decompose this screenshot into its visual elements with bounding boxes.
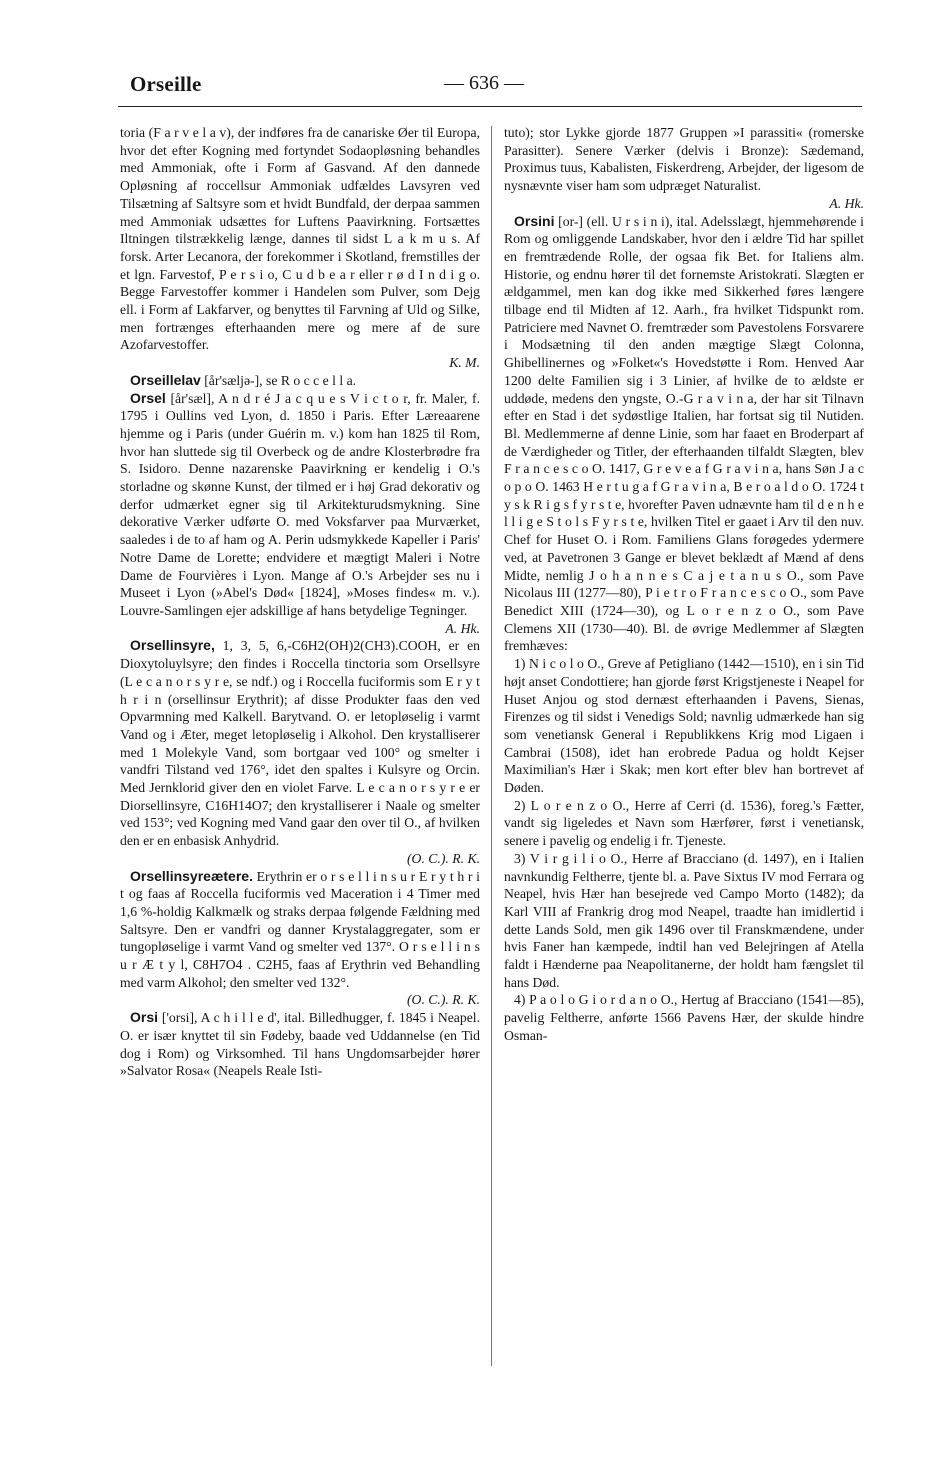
continued-text: toria (F a r v e l a v), der indføres fra de canariske Øer til Europa, hvor det efter Kogning med fortyndet Sodaopløsning behandles med Ammoniak, ofte i Form af Gasvand. Af den dannede Opløsning af roccellsur Ammoniak udfældes Lavsyren ved Tilsætning af Saltsyre som et hvidt Bundfald, der derpaa sammen med Ammoniak udsættes for Luftens Paavirkning. Fortsættes Iltningen tilstrækkelig længe, dannes til sidst L a k m u s. Af forsk. Arter Lecanora, der forekommer i Skotland, fremstilles der et lgn. Farvestof, P e r s i o, C u d b e a r eller r ø d I n d i g o. Begge Farvestoffer kommer i Handelen som Pulver, som Dejg ell. i Form af Lakfarver, og benyttes til Farvning af Uld og Silke, men fortrænges efterhaanden mere og mere af de sure Azofarvestoffer. (120, 125, 480, 353)
entry-text: ['orsi], A c h i l l e d', ital. Billedhugger, f. 1845 i Neapel. O. er især knyttet til sin Fødeby, baade ved Uddannelse (en Tid dog i Rom) og Virksomhed. Til hans Ungdomsarbejder hører »Salvator Rosa« (Neapels Reale Isti- (120, 1010, 480, 1079)
entry-headword: Orsellinsyre, (130, 637, 215, 654)
dictionary-entry (120, 372, 480, 390)
author-signature: K. M. (449, 355, 480, 371)
dictionary-entry (120, 1009, 480, 1080)
entry-headword: Orseillelav (130, 371, 201, 388)
list-item: 4) P a o l o G i o r d a n o O., Hertug af Bracciano (1541—85), pavelig Feltherre, anførte 1566 Pavens Hær, der skulde hindre Osman- (504, 992, 864, 1043)
list-item: 3) V i r g i l i o O., Herre af Bracciano (d. 1497), en i Italien navnkundig Feltherre, tjente bl. a. Pave Sixtus IV mod Ferrara og Neapel, hvis Hær han besejrede ved Campo Morto (1482); da Karl VIII af Frankrig drog mod Neapel, traadte han imidlertid i dette Lands Sold, men gik 1496 over til Franskmændene, under hvis Faner han kæmpede, indtil han ved Belejringen af Atella faldt i Hænderne paa Neapolitanerne, der holdt ham fængslet til hans Død. (504, 850, 864, 990)
dictionary-entry (120, 868, 480, 992)
dictionary-entry (504, 213, 864, 656)
header-rule (118, 106, 862, 107)
page-header (118, 72, 862, 102)
right-column (504, 124, 864, 1045)
page-number: — 636 — (444, 72, 524, 94)
dictionary-entry (120, 390, 480, 620)
entry-text: 1, 3, 5, 6,-C6H2(OH)2(CH3).COOH, er en Dioxytoluylsyre; den findes i Roccella tinctoria som Orsellsyre (L e c a n o r s y r e, se ndf.) og i Roccella fuciformis som E r y t h r i n (orsellinsur Erythrit); af disse Produkter faas den ved Opvarmning med Kalkell. Barytvand. O. er letopløselig i varmt Vand og i Æter, meget letopløselig i Alkohol. Den krystalliserer med 1 Molekyle Vand, som bortgaar ved 100° og smelter i vandfri Tilstand ved 176°, idet den spaltes i Kulsyre og Orcin. Med Jernklorid giver den en violet Farve. L e c a n o r s y r e er Diorsellinsyre, C16H14O7; den krystalliserer i Naale og smelter ved 153°; ved Kogning med Vand gaar den over til O., af hvilken den er en enbasisk Anhydrid. (120, 638, 480, 849)
author-signature: (O. C.). R. K. (407, 992, 480, 1008)
continued-text: tuto); stor Lykke gjorde 1877 Gruppen »I parassiti« (romerske Parasitter). Senere Værker (delvis i Bronze): Sædemand, Proximus tuus, Kabalisten, Fiskerdreng, Arbejder, der ligesom de nysnævnte viser ham som udpræget Naturalist. (504, 125, 864, 194)
entry-text: [år'sæljə-], se R o c c e l l a. (200, 372, 357, 388)
entry-headword: Orsini (514, 212, 555, 229)
dictionary-entry (120, 637, 480, 849)
entry-headword: Orsi (130, 1009, 159, 1026)
author-signature: (O. C.). R. K. (407, 850, 480, 866)
author-signature: A. Hk. (829, 195, 864, 211)
author-signature: A. Hk. (445, 620, 480, 636)
entry-text: [år'sæl], A n d r é J a c q u e s V i c t o r, fr. Maler, f. 1795 i Oullins ved Lyon, d. 1850 i Paris. Efter Læreaarene hjemme og i Paris (under Guérin m. v.) kom han 1825 til Rom, hvor han sluttede sig til Overbeck og de andre Klosterbrødre fra S. Isidoro. Denne nazarenske Paavirkning er kendelig i O.'s storladne og skønne Kunst, der tilmed er i høj Grad dekorativ og derfor udmærket egner sig til Arkitekturudsmykning. Sine dekorative Værker udførte O. med Voksfarver paa Murværket, saaledes i de to af ham og A. Perin udsmykkede Kapeller i Paris' Notre Dame de Lorette; endvidere et mægtigt Maleri i Notre Dame de Fourvières i Lyon. Mange af O.'s Arbejder ses nu i Museet i Lyon (»Abel's Død« [1824], »Moses findes« m. v.). Louvre-Samlingen ejer adskillige af hans betydelige Tegninger. (120, 390, 480, 618)
column-divider (491, 126, 492, 1366)
list-item: 2) L o r e n z o O., Herre af Cerri (d. 1536), foreg.'s Fætter, vandt sig ligeledes et Navn som Hærfører, først i venetiansk, senere i pavelig og endelig i fr. Tjeneste. (504, 797, 864, 849)
entry-headword: Orsellinsyreætere. (130, 867, 253, 884)
running-head-title: Orseille (130, 72, 202, 96)
entry-text: Erythrin er o r s e l l i n s u r E r y t h r i t og faas af Roccella fuciformis ved Maceration i 4 Timer med 1,6 %-holdig Kalkmælk og straks derpaa følgende Fældning med Saltsyre. Den er vandfri og danner Krystalaggregater, som er tungopløselige i varmt Vand og smelter ved 137°. O r s e l l i n s u r Æ t y l, C8H7O4 . C2H5, faas af Erythrin ved Behandling med varm Alkohol; den smelter ved 132°. (120, 868, 480, 990)
list-item: 1) N i c o l o O., Greve af Petigliano (1442—1510), en i sin Tid højt anset Condottiere; han gjorde først Krigstjeneste i Neapel for Huset Anjou og stod dernæst efterhaanden i Pavens, Sienas, Firenzes og til sidst i Venedigs Sold; navnlig udmærkede han sig som venetiansk General i Republikkens Krig mod Ligaen i Cambrai (1508), idet han erobrede Padua og holdt Kejser Maximilian's Hær i Skak; men kort efter blev han bortrevet af Døden. (504, 656, 864, 796)
entry-text: [or-] (ell. U r s i n i), ital. Adelsslægt, hjemmehørende i Rom og omliggende Landskaber, hvor den i ældre Tid har spillet en fremtrædende Rolle, der ogsaa fik Bet. for Italiens alm. Historie, og endnu hører til det fornemste Aristokrati. Slægten er ældgammel, men kan dog ikke med Sikkerhed føres længere tilbage end til Midten af 12. Aarh., fra hvilket Tidspunkt rom. Patriciere med Navnet O. fremtræder som Pavestolens Forsvarere i Modsætning til den anden mægtige Slægt Colonna, Ghibellinernes og »Folket«'s Hovedstøtte i Rom. Henved Aar 1200 delte Familien sig i 3 Linier, af hvilke de to ældste er uddøde, medens den yngste, O.-G r a v i n a, der har sit Tilnavn efter en Stad i det sydøstlige Italien, har fortsat sig til Nutiden. Bl. Medlemmerne af denne Linie, som har faaet en Broderpart af de Værdigheder og Titler, der efterhaanden tilfaldt Slægten, blev F r a n c e s c o O. 1417, G r e v e a f G r a v i n a, hans Søn J a c o p o O. 1463 H e r t u g a f G r a v i n a, B e r o a l d o O. 1724 t y s k R i g s f y r s t e, hvorefter Paven udnævnte ham til d e n h e l l i g e S t o l s F y r s t e, hvilken Titel er gaaet i Arv til den nuv. Chef for Huset O. i Rom. Familiens Glans forøgedes ydermere ved, at Pavetronen 3 Gange er blevet beklædt af Mænd af dens Midte, nemlig J o h a n n e s C a j e t a n u s O., som Pave Nicolaus III (1277—80), P i e t r o F r a n c e s c o O., som Pave Benedict XIII (1724—30), og L o r e n z o O., som Pave Clemens XII (1730—40). Bl. de øvrige Medlemmer af Slægten fremhæves: (504, 213, 864, 654)
entry-headword: Orsel (130, 389, 166, 406)
left-column (120, 124, 480, 1080)
